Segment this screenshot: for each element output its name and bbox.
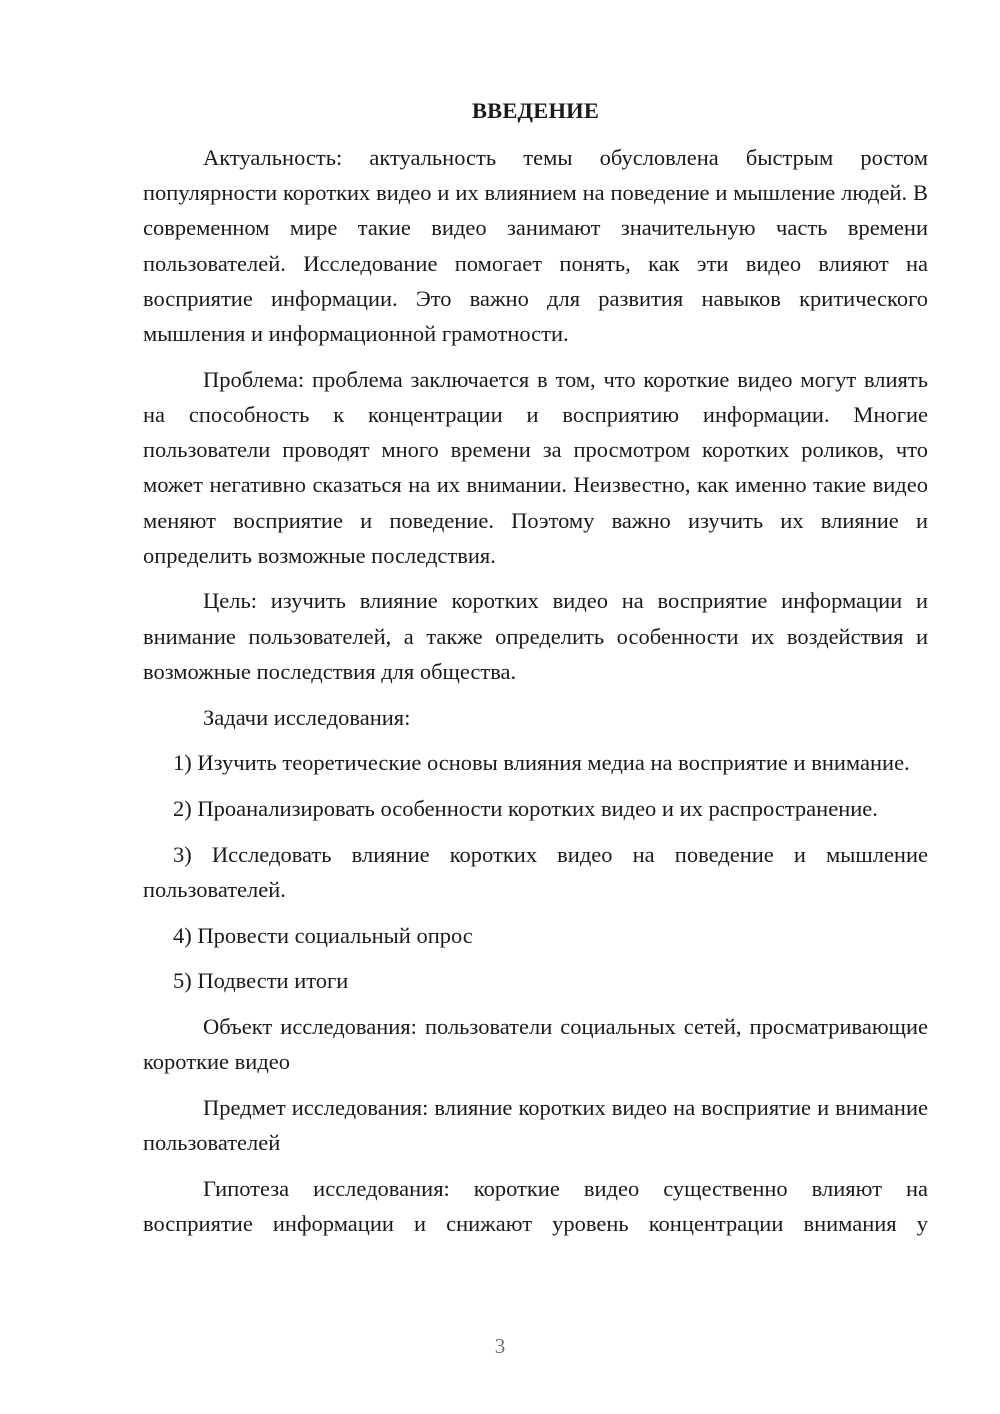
subject-paragraph: Предмет исследования: влияние коротких видео на восприятие и внимание пользователей <box>143 1094 928 1156</box>
problem-paragraph: Проблема: проблема заключается в том, что короткие видео могут влиять на способность к концентрации и восприятию информации. Многие пользователи проводят много времени за просмотром коротких роликов, что может негативно сказаться на их внимании. Неизвестно, как именно такие видео меняют восприятие и поведение. Поэтому важно изучить их влияние и определить возможные последствия. <box>143 366 928 568</box>
section-title: ВВЕДЕНИЕ <box>471 98 600 123</box>
page-number: 3 <box>494 1334 506 1358</box>
page-content <box>143 94 928 1241</box>
object-paragraph: Объект исследования: пользователи социальных сетей, просматривающие короткие видео <box>143 1013 928 1075</box>
tasks-heading: Задачи исследования: <box>203 704 411 730</box>
task-item-5: 5) Подвести итоги <box>173 968 349 994</box>
task-item-2: 2) Проанализировать особенности коротких видео и их распространение. <box>173 795 878 821</box>
task-item-3: 3) Исследовать влияние коротких видео на поведение и мышление пользователей. <box>143 841 928 902</box>
hypothesis-paragraph: Гипотеза исследования: короткие видео существенно влияют на восприятие информации и снижают уровень концентрации внимания у <box>143 1175 928 1236</box>
goal-paragraph: Цель: изучить влияние коротких видео на восприятие информации и внимание пользователей, а также определить особенности их воздействия и возможные последствия для общества. <box>143 588 928 684</box>
relevance-paragraph: Актуальность: актуальность темы обусловлена быстрым ростом популярности коротких видео и их влиянием на поведение и мышление людей. В современном мире такие видео занимают значительную часть времени пользователей. Исследование помогает понять, как эти видео влияют на восприятие информации. Это важно для развития навыков критического мышления и информационной грамотности. <box>143 145 928 347</box>
task-item-4: 4) Провести социальный опрос <box>173 922 473 948</box>
task-item-1: 1) Изучить теоретические основы влияния медиа на восприятие и внимание. <box>173 750 910 776</box>
